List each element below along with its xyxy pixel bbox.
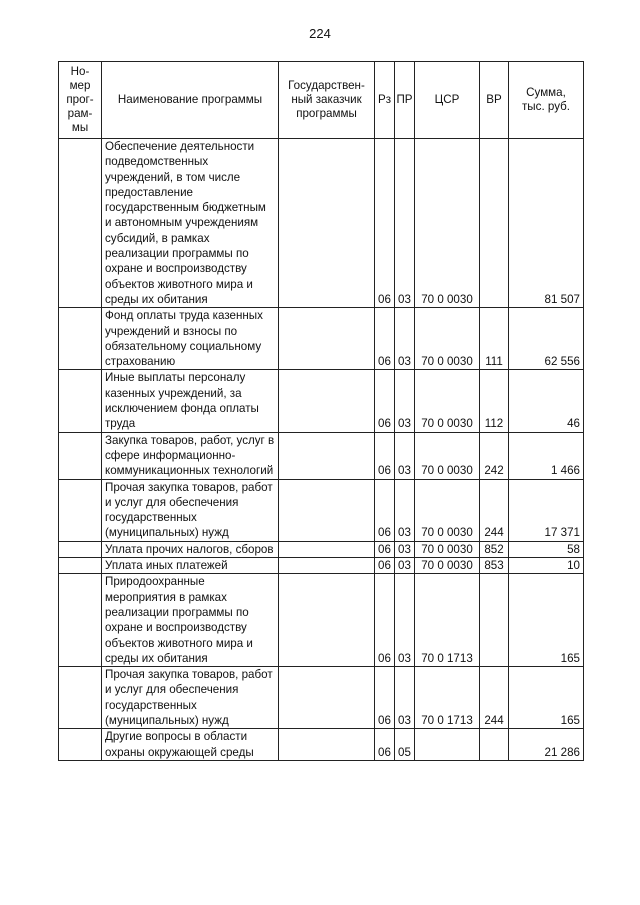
program-name-cell: Фонд оплаты труда казенных учреждений и взносы по обязательному социальному страхованию [102,308,279,370]
rz-cell: 06 [375,370,395,432]
header-pr [395,62,415,139]
pr-cell: 03 [395,308,415,370]
program-number-cell [59,667,102,729]
csr-cell: 70 0 0030 [415,479,480,541]
pr-cell: 03 [395,574,415,667]
program-name-cell: Другие вопросы в области охраны окружающей среды [102,729,279,761]
state-customer-cell [279,479,375,541]
state-customer-cell [279,139,375,308]
sum-cell: 165 [509,574,584,667]
pr-cell: 03 [395,370,415,432]
sum-cell: 46 [509,370,584,432]
table-row [59,667,584,729]
table-header-row [59,62,584,139]
rz-cell: 06 [375,558,395,574]
header-program-number [59,62,102,139]
rz-cell: 06 [375,432,395,479]
header-rz [375,62,395,139]
sum-cell: 165 [509,667,584,729]
header-program-name [102,62,279,139]
pr-cell: 03 [395,479,415,541]
vr-cell: 242 [480,432,509,479]
sum-cell: 10 [509,558,584,574]
header-num-text: Но- мер прог- рам- мы [66,65,94,134]
state-customer-cell [279,667,375,729]
state-customer-cell [279,370,375,432]
table-row [59,139,584,308]
header-sum-text: Сумма, тыс. руб. [522,86,570,113]
program-name-cell: Закупка товаров, работ, услуг в сфере информационно-коммуникационных технологий [102,432,279,479]
table-body [59,139,584,761]
rz-cell: 06 [375,729,395,761]
vr-cell [480,139,509,308]
pr-cell: 03 [395,541,415,557]
csr-cell: 70 0 0030 [415,432,480,479]
pr-cell: 03 [395,558,415,574]
vr-cell: 112 [480,370,509,432]
program-number-cell [59,139,102,308]
sum-cell: 81 507 [509,139,584,308]
state-customer-cell [279,558,375,574]
state-customer-cell [279,729,375,761]
program-name-cell: Обеспечение деятельности подведомственных учреждений, в том числе предоставление государственным бюджетным и автономным учреждениям субсидий, в рамках реализации программы по охране и воспроизводству объектов животного мира и среды их обитания [102,139,279,308]
pr-cell: 03 [395,139,415,308]
rz-cell: 06 [375,667,395,729]
pr-cell: 03 [395,432,415,479]
program-budget-table [58,61,584,761]
program-number-cell [59,541,102,557]
sum-cell: 58 [509,541,584,557]
table-row [59,558,584,574]
program-name-cell: Уплата прочих налогов, сборов [102,541,279,557]
vr-cell [480,574,509,667]
program-name-cell: Природоохранные мероприятия в рамках реализации программы по охране и воспроизводству объектов животного мира и среды их обитания [102,574,279,667]
program-number-cell [59,308,102,370]
program-number-cell [59,574,102,667]
rz-cell: 06 [375,479,395,541]
header-vr [480,62,509,139]
header-sum [509,62,584,139]
state-customer-cell [279,308,375,370]
csr-cell: 70 0 1713 [415,667,480,729]
csr-cell [415,729,480,761]
csr-cell: 70 0 0030 [415,558,480,574]
page-number: 224 [309,26,331,41]
table-row [59,541,584,557]
table-row [59,729,584,761]
vr-cell: 244 [480,479,509,541]
sum-cell: 21 286 [509,729,584,761]
state-customer-cell [279,574,375,667]
program-number-cell [59,370,102,432]
header-pr-text: ПР [396,93,413,106]
table-row [59,370,584,432]
header-name-text: Наименование программы [117,93,263,106]
csr-cell: 70 0 0030 [415,308,480,370]
vr-cell: 244 [480,667,509,729]
table-row [59,479,584,541]
table-row [59,308,584,370]
vr-cell: 852 [480,541,509,557]
csr-cell: 70 0 1713 [415,574,480,667]
header-vr-text: ВР [486,93,502,106]
header-csr-text: ЦСР [434,93,460,106]
header-csr [415,62,480,139]
program-name-cell: Прочая закупка товаров, работ и услуг для обеспечения государственных (муниципальных) нужд [102,479,279,541]
sum-cell: 62 556 [509,308,584,370]
vr-cell: 853 [480,558,509,574]
state-customer-cell [279,432,375,479]
header-customer-text: Государствен- ный заказчик программы [288,79,365,120]
vr-cell: 111 [480,308,509,370]
program-name-cell: Иные выплаты персоналу казенных учреждений, за исключением фонда оплаты труда [102,370,279,432]
rz-cell: 06 [375,541,395,557]
sum-cell: 1 466 [509,432,584,479]
vr-cell [480,729,509,761]
table-row [59,432,584,479]
rz-cell: 06 [375,139,395,308]
pr-cell: 05 [395,729,415,761]
rz-cell: 06 [375,308,395,370]
sum-cell: 17 371 [509,479,584,541]
program-number-cell [59,729,102,761]
header-state-customer [279,62,375,139]
csr-cell: 70 0 0030 [415,370,480,432]
program-number-cell [59,479,102,541]
program-number-cell [59,432,102,479]
program-number-cell [59,558,102,574]
table-row [59,574,584,667]
program-name-cell: Прочая закупка товаров, работ и услуг для обеспечения государственных (муниципальных) нужд [102,667,279,729]
rz-cell: 06 [375,574,395,667]
header-rz-text: Рз [377,93,392,106]
state-customer-cell [279,541,375,557]
pr-cell: 03 [395,667,415,729]
program-name-cell: Уплата иных платежей [102,558,279,574]
csr-cell: 70 0 0030 [415,139,480,308]
csr-cell: 70 0 0030 [415,541,480,557]
